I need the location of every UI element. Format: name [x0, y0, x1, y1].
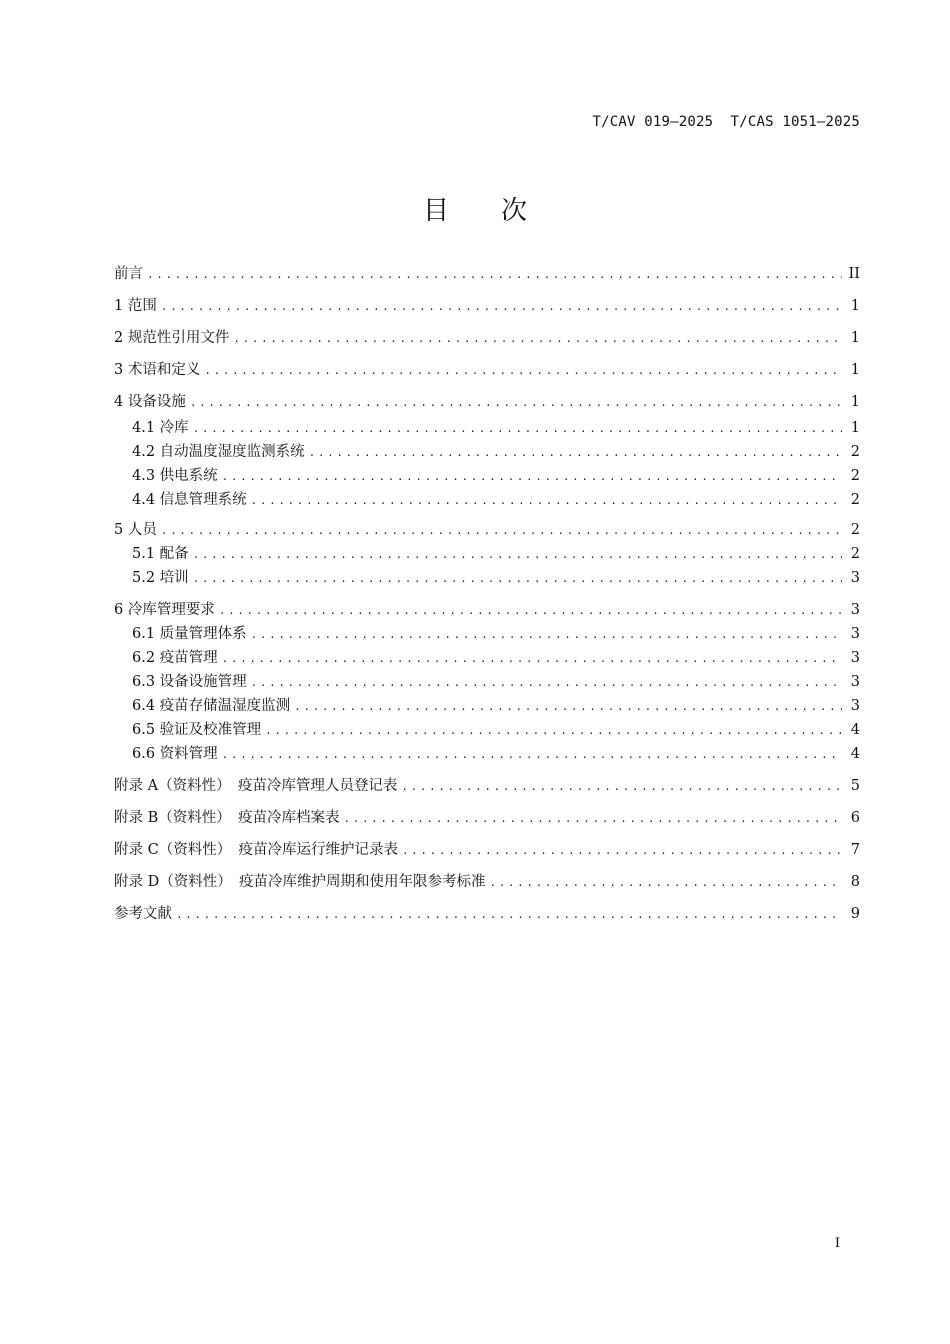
toc-entry-label: 附录 B（资料性） 疫苗冷库档案表 [114, 810, 340, 826]
toc-entry-label: 6.5 验证及校准管理 [132, 722, 262, 738]
toc-entry-page: 3 [850, 674, 860, 690]
toc-leader-dots [193, 546, 842, 564]
toc-entry[interactable] [114, 264, 860, 284]
toc-entry-label: 参考文献 [114, 906, 172, 922]
toc-entry[interactable] [132, 466, 860, 486]
toc-leader-dots [233, 330, 842, 348]
toc-entry-label: 6.6 资料管理 [132, 746, 218, 762]
toc-entry-label: 6.1 质量管理体系 [132, 626, 247, 642]
toc-entry-label: 附录 A（资料性） 疫苗冷库管理人员登记表 [114, 778, 398, 794]
toc-entry-page: 6 [850, 810, 860, 826]
toc-entry-page: 8 [850, 874, 860, 890]
toc-entry[interactable] [114, 600, 860, 620]
toc-entry-label: 4 设备设施 [114, 394, 186, 410]
toc-entry-page: 2 [850, 522, 860, 538]
toc-entry-label: 2 规范性引用文件 [114, 330, 230, 346]
toc-entry-page: 2 [850, 468, 860, 484]
toc-entry[interactable] [114, 840, 860, 860]
toc-entry-page: 2 [850, 444, 860, 460]
toc-entry[interactable] [114, 328, 860, 348]
toc-entry[interactable] [114, 808, 860, 828]
toc-entry[interactable] [132, 696, 860, 716]
toc-entry[interactable] [132, 442, 860, 462]
toc-entry[interactable] [132, 720, 860, 740]
toc-leader-dots [344, 810, 842, 828]
toc-entry[interactable] [114, 904, 860, 924]
toc-leader-dots [176, 906, 842, 924]
toc-leader-dots [489, 874, 842, 892]
toc-entry-label: 6.4 疫苗存储温湿度监测 [132, 698, 291, 714]
toc-leader-dots [222, 650, 842, 668]
toc-leader-dots [193, 420, 842, 438]
toc-entry-page: 1 [850, 394, 860, 410]
toc-leader-dots [401, 778, 842, 796]
toc-entry-page: 1 [850, 330, 860, 346]
toc-entry-label: 4.3 供电系统 [132, 468, 218, 484]
toc-leader-dots [251, 674, 842, 692]
toc-entry-page: 7 [850, 842, 860, 858]
toc-entry[interactable] [132, 544, 860, 564]
toc-entry-page: II [848, 266, 860, 282]
toc-entry-label: 4.4 信息管理系统 [132, 492, 247, 508]
toc-entry-page: 1 [850, 298, 860, 314]
toc-leader-dots [222, 468, 842, 486]
toc-leader-dots [294, 698, 842, 716]
toc-entry-label: 6.2 疫苗管理 [132, 650, 218, 666]
toc-entry[interactable] [132, 648, 860, 668]
toc-entry[interactable] [114, 296, 860, 316]
toc-entry-label: 4.2 自动温度湿度监测系统 [132, 444, 305, 460]
toc-leader-dots [193, 570, 842, 588]
toc-entry-page: 3 [850, 698, 860, 714]
toc-entry-label: 4.1 冷库 [132, 420, 189, 436]
toc-entry-page: 4 [850, 722, 860, 738]
toc-entry[interactable] [114, 392, 860, 412]
toc-entry[interactable] [132, 672, 860, 692]
toc-entry-page: 1 [850, 420, 860, 436]
toc-entry[interactable] [114, 360, 860, 380]
toc-entry[interactable] [114, 776, 860, 796]
toc-leader-dots [204, 362, 842, 380]
toc-leader-dots [251, 626, 842, 644]
toc-entry-page: 2 [850, 546, 860, 562]
toc-leader-dots [265, 722, 842, 740]
toc-entry[interactable] [132, 568, 860, 588]
toc-entry-label: 前言 [114, 266, 143, 282]
toc-entry-page: 3 [850, 570, 860, 586]
toc-entry-label: 附录 C（资料性） 疫苗冷库运行维护记录表 [114, 842, 398, 858]
toc-entry-label: 3 术语和定义 [114, 362, 201, 378]
toc-leader-dots [161, 522, 842, 540]
toc-entry[interactable] [114, 872, 860, 892]
toc-entry[interactable] [132, 490, 860, 510]
toc-entry[interactable] [132, 418, 860, 438]
toc-entry-page: 3 [850, 602, 860, 618]
toc-entry-page: 9 [850, 906, 860, 922]
standard-code-header: T/CAV 019—2025 T/CAS 1051—2025 [592, 114, 860, 130]
toc-leader-dots [147, 266, 842, 284]
toc-leader-dots [161, 298, 842, 316]
toc-entry-page: 4 [850, 746, 860, 762]
page-title: 目 次 [422, 196, 527, 226]
toc-entry[interactable] [114, 520, 860, 540]
toc-leader-dots [219, 602, 842, 620]
toc-entry[interactable] [132, 744, 860, 764]
toc-entry-label: 6 冷库管理要求 [114, 602, 215, 618]
toc-entry[interactable] [132, 624, 860, 644]
page-number: I [834, 1236, 840, 1251]
toc-entry-label: 5.2 培训 [132, 570, 189, 586]
toc-leader-dots [251, 492, 842, 510]
toc-entry-page: 1 [850, 362, 860, 378]
toc-entry-label: 5.1 配备 [132, 546, 189, 562]
toc-entry-page: 2 [850, 492, 860, 508]
toc-entry-label: 5 人员 [114, 522, 157, 538]
toc-leader-dots [222, 746, 842, 764]
toc-entry-label: 1 范围 [114, 298, 157, 314]
toc-leader-dots [402, 842, 842, 860]
toc-entry-label: 6.3 设备设施管理 [132, 674, 247, 690]
toc-leader-dots [309, 444, 842, 462]
toc-entry-page: 3 [850, 650, 860, 666]
toc-leader-dots [190, 394, 842, 412]
toc-entry-label: 附录 D（资料性） 疫苗冷库维护周期和使用年限参考标准 [114, 874, 486, 890]
toc-entry-page: 5 [850, 778, 860, 794]
toc-entry-page: 3 [850, 626, 860, 642]
